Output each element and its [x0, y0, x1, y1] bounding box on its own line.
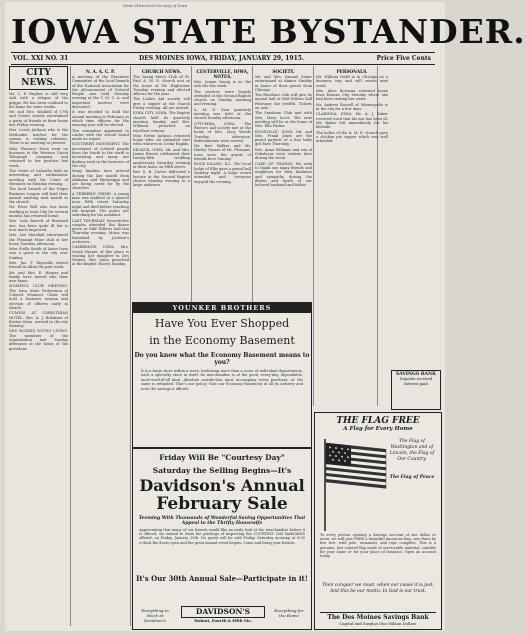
bank-notice-title: SAVINGS BANK — [395, 372, 437, 377]
article-paragraph: A TERRIBLE CRIME. A young man was stabbed in a quarrel near Fifth street Saturday night and died before reaching the hospital. The police are searching for his assailant. — [72, 191, 129, 218]
article-paragraph: Mrs. Jno. T. Reynolds visited friends in Albia the past week. — [9, 260, 68, 270]
article-paragraph: CUMINS AT CORINTHIAN HOTEL. Mrs. A. J. Robinson of Boston Mass. arrived in the city Monday. — [9, 311, 68, 329]
ad-footer-left: Everything in Stock at Davidson's — [141, 608, 169, 623]
article-paragraph: It was decided to hold the annual meeting in February at which time officers for the ensuing year will be elected. — [72, 110, 129, 128]
article-paragraph: A. M. E. Zion quarterly meeting was held at the church Sunday afternoon. — [194, 107, 251, 121]
ad-quote — [387, 439, 437, 481]
store-address: Walnut, Fourth & Fifth Sts. — [194, 618, 252, 623]
issue-date: DES MOINES IOWA, FRIDAY, JANUARY 29, 1915. — [139, 55, 305, 62]
article-heading: SOCIETY. — [272, 69, 295, 74]
article-paragraph: KEOKUK, IOWA. Mr. and Mrs. James Brown celebrated their twenty-fifth wedding anniversary Saturday evening at their home on Fifth street. — [133, 147, 190, 169]
ad-body: It is a large store within a store, harboring more than a score of individual departments, each a specialty store in itself. Its merchandise is of the good, every-day, dependable, most-used-of-all kind. Absolute satisfaction must accompany every purchase, or the same is refunded. That's our policy. Visit our Economy Basement in all its entirety and note the savings it affords. — [141, 369, 303, 391]
ad-body: Appreciating that many of our friends would like an early look at the merchandise before it is offered, we extend to them the privilege of inspecting the COURTESY DAY BARGAINS offered, on Friday, January 29th. No goods will be sold Friday. Saturday morning at 8:30 o'clock the doors open and the great annual event begins. Come and bring your friends. — [139, 528, 305, 545]
column-naacp — [72, 66, 129, 628]
article-paragraph: The Excelsior club will give its annual ball at Odd Fellows hall February the twelfth. Tickets on sale. — [255, 93, 312, 111]
davidson-advertisement — [132, 448, 312, 630]
ad-quote-text: The Flag of Washington and of Lincoln, the Flag of Our Country. — [389, 439, 435, 462]
article-paragraph: Mr. L. P. Hughes is still very sick with a relapse of the grippe. He has been confined to his home for some weeks. — [9, 92, 68, 109]
archive-stamp: State Historical Society of Iowa — [123, 3, 188, 8]
column-rule — [70, 66, 71, 626]
article-paragraph: The Order of Calanthe held an interesting and enthusiastic meeting with the Court of Heroines on Monday evening. — [9, 169, 68, 186]
article-paragraph: Mr. and Mrs. Samuel Joiner entertained at dinner Sunday in honor of their guests from Chicago. — [255, 75, 312, 92]
article-paragraph: Mrs. Anna Williams and son of Oskaloosa were visitors here during the week. — [255, 147, 312, 161]
article-paragraph: WOMEN'S CLUB MEETING. The Iowa State Federation of Colored Women's Clubs will hold a business session and election of officers early in March. — [9, 284, 68, 310]
article-paragraph: The services were largely attended at the Second Baptist church on Sunday morning and evening. — [194, 89, 251, 107]
ad-selling-line: Saturday the Selling Begins—It's — [152, 466, 292, 475]
volume-number: VOL. XXI NO. 31 — [13, 55, 69, 62]
column-city-news — [9, 66, 68, 628]
ad-question: Do you know what the Economy Basement means to you? — [134, 352, 310, 366]
flag-advertisement — [314, 412, 442, 630]
article-paragraph: CAMBRIDGE, IOWA. Mrs. Sarah Harper of this place is visiting her daughter in Des Moines. Rev. Jones preached at the Baptist church Sunday. — [72, 245, 129, 267]
article-paragraph: The Ladies Aid society will give a supper at the church Friday evening. All are invited. — [133, 97, 190, 111]
bank-title: The Des Moines Savings Bank — [327, 614, 429, 621]
column-rule — [313, 66, 314, 406]
article-heading: CHURCH NEWS. — [141, 69, 182, 74]
section-heading: CITY NEWS. — [9, 66, 68, 90]
flag-caption: The Flag of Peace — [389, 475, 435, 480]
article-paragraph: The Young Men's Club of St. Paul A. M. E. church met at the home of Mr. Hightower Tuesday evening and elected officers for the year. — [133, 75, 190, 97]
article-paragraph: The committee appointed to confer with the school board made its report. — [72, 128, 129, 142]
article-paragraph: Mr. Andrew Russell of Minneapolis is in the city for a few days. — [316, 102, 388, 112]
ad-headline: Have You Ever Shopped — [154, 317, 290, 330]
column-personals — [316, 66, 388, 406]
article-heading: CENTERVILLE, IOWA, NOTES. — [196, 69, 249, 79]
bank-name — [320, 612, 436, 626]
article-paragraph: The ladies of the A. M. E. church gave a chicken pie supper which was well attended. — [316, 130, 388, 144]
article-paragraph: Mrs. Jennie Young is on the sick list this week. — [194, 80, 251, 89]
ad-subhead: A Flag for Every Home — [343, 426, 413, 432]
article-paragraph: SOUTHERN MOVEMENT. The movement of colored people from the South to the north is increasing and many are finding work in the factories of the city. — [72, 142, 129, 168]
article-paragraph: DES MOINES YOUNG LIVING. The members of the organization met Sunday afternoon at the home of the president. — [9, 329, 68, 351]
bank-notice-text: Deposits received Interest paid — [399, 377, 433, 386]
article-paragraph: KNOXVILLE, IOWA. Mr. and Mrs. Frank Jones are the proud parents of a fine baby girl born Thursday. — [255, 129, 312, 147]
ad-sale-title: February Sale — [156, 494, 288, 514]
article-paragraph: A meeting of the Executive Committee of the local branch of the National Association for the Advancement of Colored People was held Monday evening at the Y. M. C. A. and important matters were discussed. — [72, 75, 129, 110]
article-paragraph: IOWA CITY, IOWA. The Baptist church held its quarterly meeting Sunday and Rev. Williams preached an excellent sermon. — [133, 111, 190, 133]
ad-footer — [137, 606, 307, 626]
younker-advertisement — [132, 302, 312, 448]
bank-notice-box — [391, 370, 441, 410]
ad-poem: Then conquer we must, when our cause it is just, And this be our motto: In God is our trust. — [321, 583, 435, 594]
ad-headline: THE FLAG FREE — [336, 416, 420, 426]
article-paragraph: Miss Stella Smith of Ames Iowa was a guest in the city over Sunday. — [9, 247, 68, 260]
column-centerville — [194, 66, 251, 300]
article-paragraph: Mr. Peter Bell who has been working in Iowa City for several months has returned home. — [9, 205, 68, 219]
store-logo: DAVIDSON'S — [181, 606, 265, 618]
bank-subtitle: Capital and Surplus One Million Dollars — [339, 621, 417, 626]
ad-courtesy-line: Friday Will Be "Courtesy Day" — [159, 453, 285, 462]
article-paragraph: Mr. and Mrs. E. Harper and family have moved into their new home. — [9, 270, 68, 284]
article-paragraph: Mrs. Lewis Jackson who is the Methodist teacher for the season is visiting relatives. There is no meeting at present. — [9, 128, 68, 146]
article-paragraph: Mr. Bert Walker and Mr. Harley Turner of Mt. Pleasant, Iowa were the guests of friends here Sunday. — [194, 144, 251, 162]
newspaper-page — [5, 2, 526, 631]
article-paragraph: LAST THURSDAY. Seventy-five couples attended the dance given at Odd Fellows hall last Thursday evening. Music was furnished by Jackson's orchestra. — [72, 218, 129, 244]
column-rule — [130, 66, 131, 626]
ad-body: To every person opening a Savings Account of one dollar or more, we will give FREE a beautiful American flag, size three by five feet, with pole, ornament, and rope complete. This is a genuine, fast colored flag made of serviceable material, suitable for your home or for your place of business. Open an account today. — [320, 533, 436, 559]
article-paragraph: Miss Florence Dean went on business to the Western Union Telegraph company and returned to her position last week. — [9, 146, 68, 168]
article-paragraph: Mrs. Lula Barrett of Brainerd Ave. has been quite ill but is now much improved. — [9, 219, 68, 232]
column-church-news — [133, 66, 190, 300]
article-paragraph: ROCK ISLAND, ILL. The local lodge of Elks gave a grand ball Monday night. A large crowd attended and everyone enjoyed the evening. — [194, 162, 251, 184]
masthead: IOWA STATE BYSTANDER. — [11, 12, 526, 51]
article-paragraph: Rev. S. B. Carter delivered a lecture at the Second Baptist church Monday evening to a large audience. — [133, 170, 190, 188]
article-heading: PERSONALS. — [336, 69, 368, 74]
dateline-bar — [11, 52, 435, 65]
article-paragraph: Miss Nettie Jackson returned home after an extended visit with relatives in Cedar Rapids. — [133, 133, 190, 147]
price: Price Five Cents — [376, 55, 431, 62]
article-paragraph: The Sunshine Club met with Mrs. Mary Scott. The next meeting will be at the home of Mrs. Ella Parker. — [255, 111, 312, 129]
ad-tagline: Teeming With Thousands of Wonderful Saving Opportunities That Appeal to the Thrifty Housewife — [138, 516, 306, 526]
ad-store-name: Davidson's Annual — [139, 476, 305, 495]
ad-headline: in the Economy Basement — [149, 334, 295, 347]
article-paragraph: CARD OF THANKS. We wish to thank our many friends and neighbors for their kindness and sympathy during the illness and death of our beloved husband and father. — [255, 161, 312, 188]
article-paragraph: Mrs. Lee Marshall entertained the Pleasant Hour club at her home Tuesday afternoon. — [9, 233, 68, 246]
article-paragraph: The local branch of the Negro Business League will hold their annual meeting next month at the church. — [9, 187, 68, 205]
ad-anniversary-line: It's Our 30th Annual Sale—Participate in it! — [136, 574, 308, 583]
article-paragraph: Mr. William Dodd is in Chicago on a business trip and will return next week. — [316, 75, 388, 88]
article-heading: N. A. A. C. P. — [86, 69, 115, 74]
article-paragraph: OTTUMWA, IOWA. The Pastor's Aid society met at the home of Mrs. Lucy Woods Tuesday afternoon. Refreshments were served. — [194, 121, 251, 143]
ad-footer-right: Everything for the Home — [274, 608, 304, 618]
american-flag-icon — [321, 437, 387, 531]
article-paragraph: Many families have arrived during the last month from Alabama and Mississippi and are being cared for by the churches. — [72, 169, 129, 191]
article-paragraph: Mr. and Mrs. Waddell of 17th and Center streets entertained a party of friends at their home last Friday evening. — [9, 110, 68, 128]
article-paragraph: CLARINDA, IOWA. Mr. A. J. Baker received word that his son has been ill. Mr. Baker left immediately for his bedside. — [316, 112, 388, 130]
ad-brand-band: YOUNKER BROTHERS — [133, 303, 311, 313]
article-paragraph: Mrs. Alice Bowman returned home from Kansas City Monday where she had been visiting her sister. — [316, 88, 388, 102]
